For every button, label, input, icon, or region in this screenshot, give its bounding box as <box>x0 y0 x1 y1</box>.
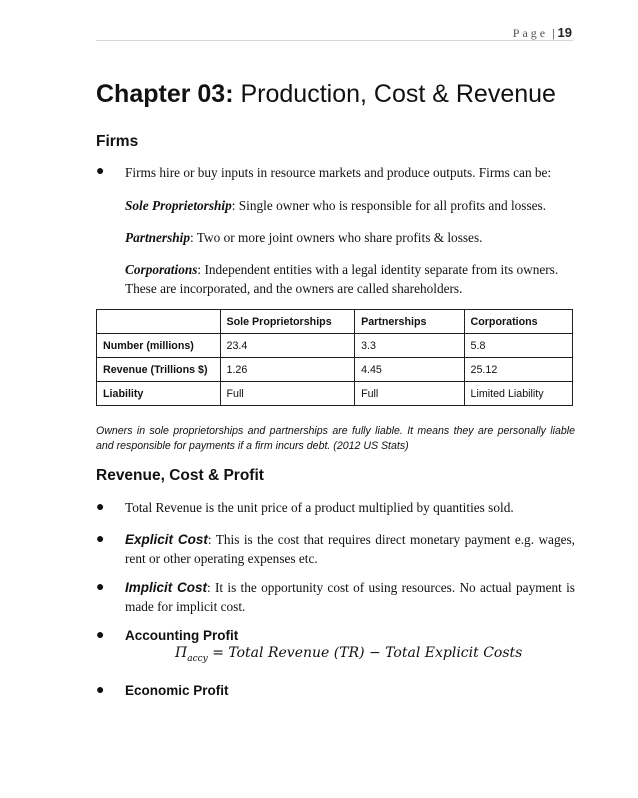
table-cell: 3.3 <box>355 334 464 358</box>
implicit-cost-definition <box>125 578 575 616</box>
corporations-text: : Independent entities with a legal identity separate from its owners. These are incorporated, and the owners are called shareholders. <box>125 262 559 296</box>
revenue-heading: Revenue, Cost & Profit <box>96 467 264 484</box>
corporations-term: Corporations <box>125 262 198 277</box>
liability-note: Owners in sole proprietorships and partnerships are fully liable. It means they are personally liable and responsible for payments if a firm incurs debt. (2012 US Stats) <box>96 425 575 452</box>
table-cell: Full <box>355 382 464 406</box>
explicit-cost-definition <box>125 530 575 568</box>
partnership-text: : Two or more joint owners who share profits & losses. <box>190 230 483 245</box>
table-cell: 23.4 <box>220 334 355 358</box>
accounting-profit-label <box>125 626 575 645</box>
chapter-number: Chapter 03: <box>96 80 234 108</box>
formula-rhs: = Total Revenue (TR) − Total Explicit Costs <box>207 645 523 661</box>
table-row <box>97 334 573 358</box>
bullet-explicit-cost: ● <box>96 532 105 547</box>
implicit-cost-term: Implicit Cost <box>125 580 207 595</box>
sole-proprietorship-text: : Single owner who is responsible for all profits and losses. <box>231 198 547 213</box>
table-row <box>97 382 573 406</box>
table-cell: Limited Liability <box>464 382 572 406</box>
table-cell: 1.26 <box>220 358 355 382</box>
implicit-cost-text: : It is the opportunity cost of using resources. No actual payment is made for implicit cost. <box>125 580 575 614</box>
corporations-definition <box>125 260 575 298</box>
bullet-implicit-cost: ● <box>96 580 105 595</box>
partnership-definition <box>125 228 575 247</box>
partnership-term: Partnership <box>125 230 191 245</box>
chapter-name: Production, Cost & Revenue <box>240 80 556 108</box>
economic-profit-label <box>125 681 575 700</box>
sole-proprietorship-term: Sole Proprietorship <box>125 198 232 213</box>
page-separator: | <box>552 26 555 40</box>
header-rule <box>96 40 573 41</box>
sole-proprietorship-definition <box>125 196 575 215</box>
table-cell: 25.12 <box>464 358 572 382</box>
accounting-profit-term: Accounting Profit <box>125 628 239 643</box>
bullet-firms: ● <box>96 164 105 179</box>
explicit-cost-text: : This is the cost that requires direct monetary payment e.g. wages, rent or other operating expenses etc. <box>125 532 575 566</box>
table-cell: Full <box>220 382 355 406</box>
total-revenue-text: Total Revenue is the unit price of a product multiplied by quantities sold. <box>125 500 514 515</box>
firm-types-table <box>96 309 573 406</box>
firms-intro: Firms hire or buy inputs in resource markets and produce outputs. Firms can be: <box>125 165 552 180</box>
economic-profit-term: Economic Profit <box>125 683 229 698</box>
bullet-total-revenue: ● <box>96 500 105 515</box>
table-header-cell <box>97 310 221 334</box>
profit-subscript: accy <box>187 653 208 664</box>
table-header-cell: Partnerships <box>355 310 464 334</box>
firms-heading: Firms <box>96 133 139 150</box>
accounting-profit-formula <box>175 645 522 664</box>
chapter-title <box>96 80 556 109</box>
table-header-row <box>97 310 573 334</box>
table-cell: 5.8 <box>464 334 572 358</box>
table-row <box>97 358 573 382</box>
table-row-label: Number (millions) <box>97 334 221 358</box>
explicit-cost-term: Explicit Cost <box>125 532 208 547</box>
page-label: Page <box>512 26 549 40</box>
page-header <box>513 25 572 41</box>
table-row-label: Liability <box>97 382 221 406</box>
table-row-label: Revenue (Trillions $) <box>97 358 221 382</box>
page-number: 19 <box>557 25 572 40</box>
table-header-cell: Corporations <box>464 310 572 334</box>
bullet-accounting-profit: ● <box>96 628 105 643</box>
table-header-cell: Sole Proprietorships <box>220 310 355 334</box>
table-cell: 4.45 <box>355 358 464 382</box>
profit-symbol: Π <box>175 645 188 661</box>
bullet-economic-profit: ● <box>96 683 105 698</box>
